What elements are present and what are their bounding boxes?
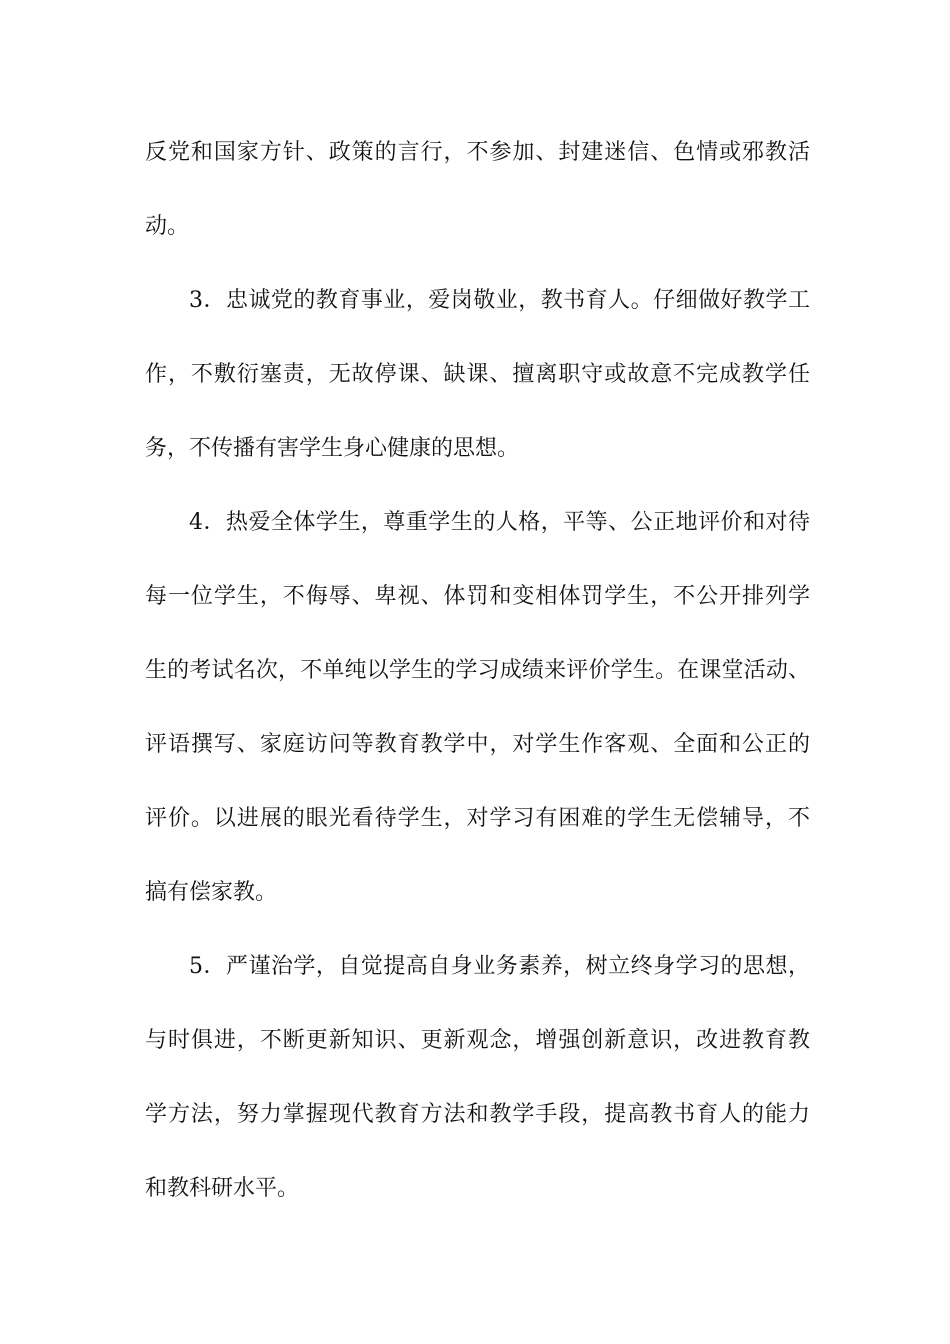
document-body-text — [145, 127, 810, 1237]
text-line: 每一位学生，不侮辱、卑视、体罚和变相体罚学生，不公开排列学 — [145, 584, 810, 609]
text-line: 生的考试名次，不单纯以学生的学习成绩来评价学生。在课堂活动、 — [145, 658, 810, 683]
text-line: 评价。以进展的眼光看待学生，对学习有困难的学生无偿辅导，不 — [145, 806, 810, 831]
text-line: 学方法，努力掌握现代教育方法和教学手段，提高教书育人的能力 — [145, 1102, 810, 1127]
text-line: 和教科研水平。 — [145, 1176, 300, 1201]
text-line: 作，不敷衍塞责，无故停课、缺课、擅离职守或故意不完成教学任 — [145, 362, 810, 387]
text-line: 反党和国家方针、政策的言行，不参加、封建迷信、色情或邪教活 — [145, 140, 810, 165]
text-line: 搞有偿家教。 — [145, 880, 278, 905]
text-line: 评语撰写、家庭访问等教育教学中，对学生作客观、全面和公正的 — [145, 732, 810, 757]
text-line: 与时俱进，不断更新知识、更新观念，增强创新意识，改进教育教 — [145, 1028, 810, 1053]
text-line: 务，不传播有害学生身心健康的思想。 — [145, 436, 520, 461]
text-line: 动。 — [145, 214, 190, 239]
paragraph-3-start: 3．忠诚党的教育事业，爱岗敬业，教书育人。仔细做好教学工 — [189, 288, 810, 313]
paragraph-5-start: 5．严谨治学，自觉提高自身业务素养，树立终身学习的思想， — [189, 954, 810, 979]
paragraph-4-start: 4．热爱全体学生，尊重学生的人格，平等、公正地评价和对待 — [189, 510, 810, 535]
